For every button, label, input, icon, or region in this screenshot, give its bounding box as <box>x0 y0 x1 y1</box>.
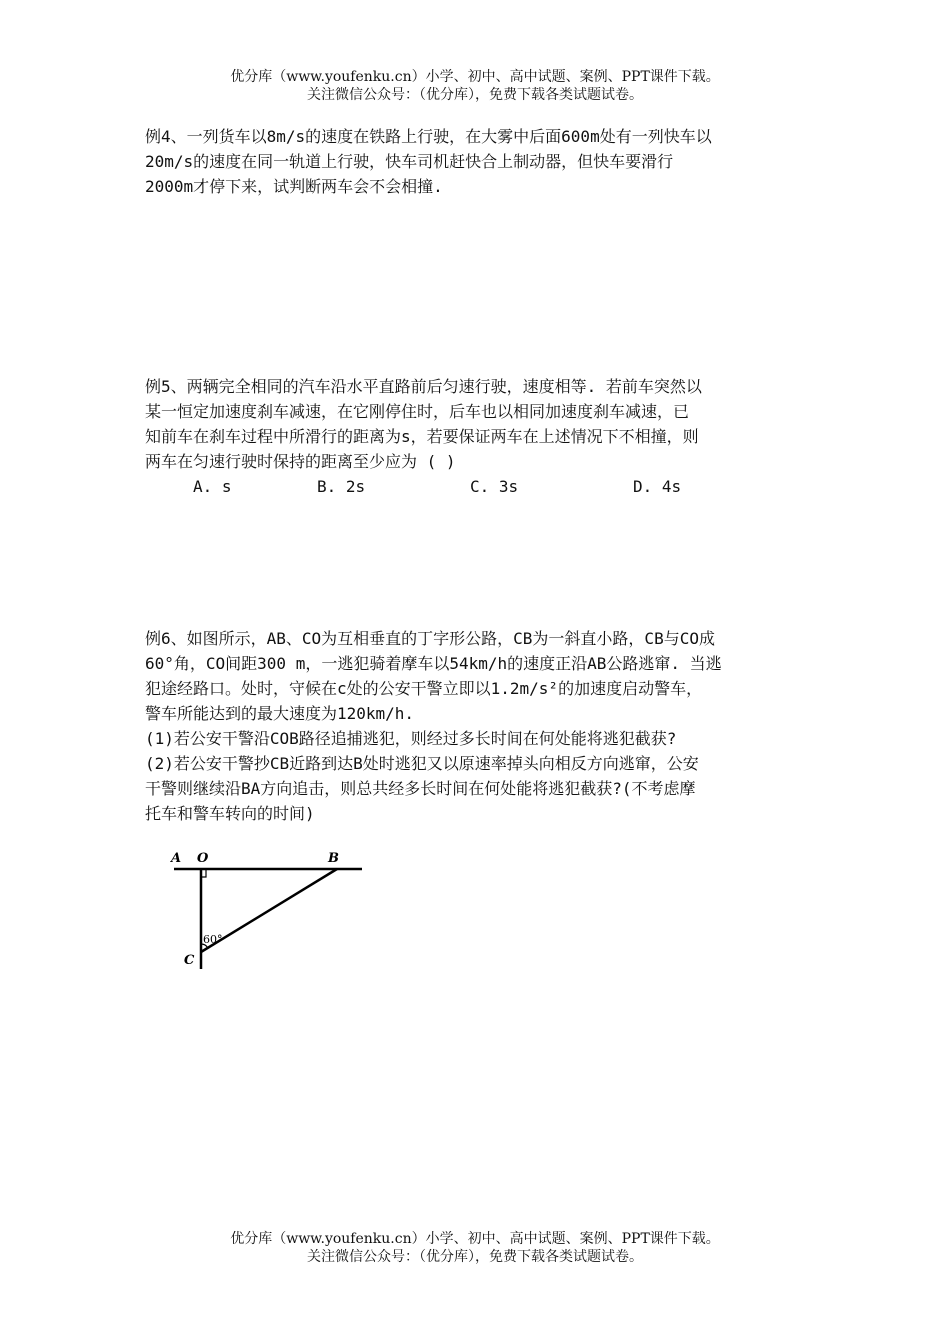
example-5-line-2: 某一恒定加速度刹车减速，在它刚停住时，后车也以相同加速度刹车减速，已 <box>145 402 690 421</box>
example-5-line-4: 两车在匀速行驶时保持的距离至少应为 ( ) <box>145 452 456 471</box>
example-4-line-1: 例4、一列货车以8m/s的速度在铁路上行驶，在大雾中后面600m处有一列快车以 <box>145 127 712 146</box>
footer-line-2: 关注微信公众号：（优分库），免费下载各类试题试卷。 <box>307 1249 643 1265</box>
example-6 <box>145 626 810 826</box>
example-6-line-1: 例6、如图所示，AB、CO为互相垂直的丁字形公路，CB为一斜直小路，CB与CO成 <box>145 629 715 648</box>
label-b: B <box>328 851 339 866</box>
option-d: D. 4s <box>633 477 682 496</box>
example-6-question-2-line-1: (2)若公安干警抄CB近路到达B处时逃犯又以原速率掉头向相反方向逃窜，公安 <box>145 754 699 773</box>
example-6-line-3: 犯途经路口。处时，守候在c处的公安干警立即以1.2m/s²的加速度启动警车， <box>145 679 703 698</box>
road-diagram-svg <box>164 848 374 980</box>
angle-label: 60° <box>203 933 223 946</box>
example-4-line-3: 2000m才停下来，试判断两车会不会相撞. <box>145 177 443 196</box>
example-5-options <box>145 474 810 499</box>
example-4-line-2: 20m/s的速度在同一轨道上行驶，快车司机赶快合上制动器，但快车要滑行 <box>145 152 674 171</box>
example-6-line-2: 60°角，CO间距300 m，一逃犯骑着摩车以54km/h的速度正沿AB公路逃窜. 当逃 <box>145 654 722 673</box>
option-a: A. s <box>193 477 232 496</box>
example-6-question-1: (1)若公安干警沿COB路径追捕逃犯，则经过多长时间在何处能将逃犯截获? <box>145 729 677 748</box>
example-6-question-2-line-2: 干警则继续沿BA方向追击，则总共经多长时间在何处能将逃犯截获?(不考虑摩 <box>145 779 696 798</box>
footer-line-1: 优分库（www.youfenku.cn）小学、初中、高中试题、案例、PPT课件下载。 <box>230 1231 720 1247</box>
label-c: C <box>184 953 195 968</box>
road-diagram <box>164 848 374 980</box>
page-header <box>0 68 950 104</box>
option-b: B. 2s <box>317 477 366 496</box>
example-6-line-4: 警车所能达到的最大速度为120km/h. <box>145 704 415 723</box>
example-4 <box>145 124 810 199</box>
example-5-line-1: 例5、两辆完全相同的汽车沿水平直路前后匀速行驶，速度相等. 若前车突然以 <box>145 377 702 396</box>
example-6-question-2-line-3: 托车和警车转向的时间) <box>145 804 315 823</box>
label-o: O <box>197 851 209 866</box>
header-line-2: 关注微信公众号：（优分库），免费下载各类试题试卷。 <box>307 87 643 103</box>
header-line-1: 优分库（www.youfenku.cn）小学、初中、高中试题、案例、PPT课件下载。 <box>230 69 720 85</box>
page-footer <box>0 1230 950 1266</box>
example-5-line-3: 知前车在刹车过程中所滑行的距离为s，若要保证两车在上述情况下不相撞，则 <box>145 427 699 446</box>
option-c: C. 3s <box>470 477 519 496</box>
label-a: A <box>171 851 182 866</box>
example-5 <box>145 374 810 499</box>
